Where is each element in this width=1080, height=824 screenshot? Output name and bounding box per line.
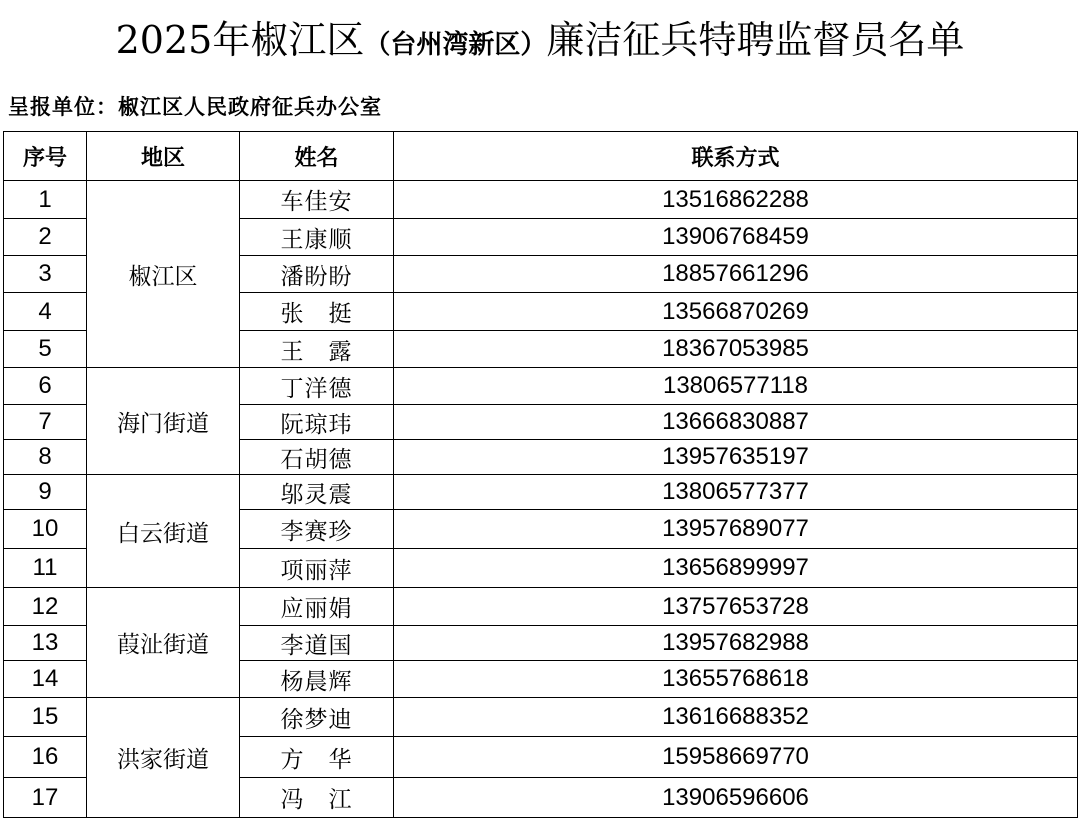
region-cell: 椒江区 bbox=[87, 181, 240, 368]
row-number: 8 bbox=[4, 440, 87, 475]
table-body bbox=[4, 181, 1078, 818]
region-cell: 海门街道 bbox=[87, 368, 240, 475]
phone-number: 13616688352 bbox=[394, 698, 1078, 737]
table-header-row bbox=[4, 132, 1078, 181]
row-number: 1 bbox=[4, 181, 87, 219]
supervisor-name: 张 挺 bbox=[240, 293, 394, 331]
supervisor-name: 王 露 bbox=[240, 331, 394, 368]
supervisor-name: 邬灵震 bbox=[240, 475, 394, 510]
row-number: 7 bbox=[4, 405, 87, 440]
supervisor-name: 冯 江 bbox=[240, 778, 394, 818]
row-number: 6 bbox=[4, 368, 87, 405]
row-number: 3 bbox=[4, 256, 87, 293]
table-row bbox=[4, 181, 1078, 219]
document-title bbox=[0, 14, 1080, 71]
supervisor-name: 应丽娟 bbox=[240, 588, 394, 626]
row-number: 10 bbox=[4, 510, 87, 549]
phone-number: 13806577377 bbox=[394, 475, 1078, 510]
row-number: 14 bbox=[4, 661, 87, 698]
phone-number: 13957635197 bbox=[394, 440, 1078, 475]
header-region: 地区 bbox=[87, 132, 240, 181]
supervisor-name: 徐梦迪 bbox=[240, 698, 394, 737]
phone-number: 18857661296 bbox=[394, 256, 1078, 293]
row-number: 2 bbox=[4, 219, 87, 256]
phone-number: 13666830887 bbox=[394, 405, 1078, 440]
row-number: 16 bbox=[4, 737, 87, 778]
row-number: 4 bbox=[4, 293, 87, 331]
supervisor-name: 石胡德 bbox=[240, 440, 394, 475]
phone-number: 13516862288 bbox=[394, 181, 1078, 219]
title-main-after: 廉洁征兵特聘监督员名单 bbox=[546, 18, 965, 62]
supervisor-name: 方 华 bbox=[240, 737, 394, 778]
row-number: 17 bbox=[4, 778, 87, 818]
region-cell: 白云街道 bbox=[87, 475, 240, 588]
phone-number: 15958669770 bbox=[394, 737, 1078, 778]
supervisor-name: 丁洋德 bbox=[240, 368, 394, 405]
title-main-before: 2025年椒江区 bbox=[115, 18, 365, 62]
header-name: 姓名 bbox=[240, 132, 394, 181]
row-number: 11 bbox=[4, 549, 87, 588]
phone-number: 13957682988 bbox=[394, 626, 1078, 661]
supervisor-name: 车佳安 bbox=[240, 181, 394, 219]
phone-number: 13655768618 bbox=[394, 661, 1078, 698]
row-number: 13 bbox=[4, 626, 87, 661]
table-row bbox=[4, 588, 1078, 626]
phone-number: 13906596606 bbox=[394, 778, 1078, 818]
header-number: 序号 bbox=[4, 132, 87, 181]
supervisor-name: 王康顺 bbox=[240, 219, 394, 256]
supervisor-table bbox=[3, 131, 1078, 818]
table-row bbox=[4, 698, 1078, 737]
table-row bbox=[4, 475, 1078, 510]
supervisor-name: 潘盼盼 bbox=[240, 256, 394, 293]
row-number: 9 bbox=[4, 475, 87, 510]
phone-number: 13566870269 bbox=[394, 293, 1078, 331]
title-subtitle: （台州湾新区） bbox=[364, 30, 547, 60]
supervisor-name: 阮琼玮 bbox=[240, 405, 394, 440]
phone-number: 13757653728 bbox=[394, 588, 1078, 626]
row-number: 12 bbox=[4, 588, 87, 626]
phone-number: 18367053985 bbox=[394, 331, 1078, 368]
phone-number: 13656899997 bbox=[394, 549, 1078, 588]
supervisor-name: 杨晨辉 bbox=[240, 661, 394, 698]
supervisor-name: 李道国 bbox=[240, 626, 394, 661]
row-number: 15 bbox=[4, 698, 87, 737]
row-number: 5 bbox=[4, 331, 87, 368]
header-contact: 联系方式 bbox=[394, 132, 1078, 181]
supervisor-name: 项丽萍 bbox=[240, 549, 394, 588]
supervisor-name: 李赛珍 bbox=[240, 510, 394, 549]
region-cell: 洪家街道 bbox=[87, 698, 240, 818]
phone-number: 13906768459 bbox=[394, 219, 1078, 256]
region-cell: 葭沚街道 bbox=[87, 588, 240, 698]
table-row bbox=[4, 368, 1078, 405]
submitting-unit: 呈报单位：椒江区人民政府征兵办公室 bbox=[8, 94, 382, 119]
phone-number: 13957689077 bbox=[394, 510, 1078, 549]
phone-number: 13806577118 bbox=[394, 368, 1078, 405]
